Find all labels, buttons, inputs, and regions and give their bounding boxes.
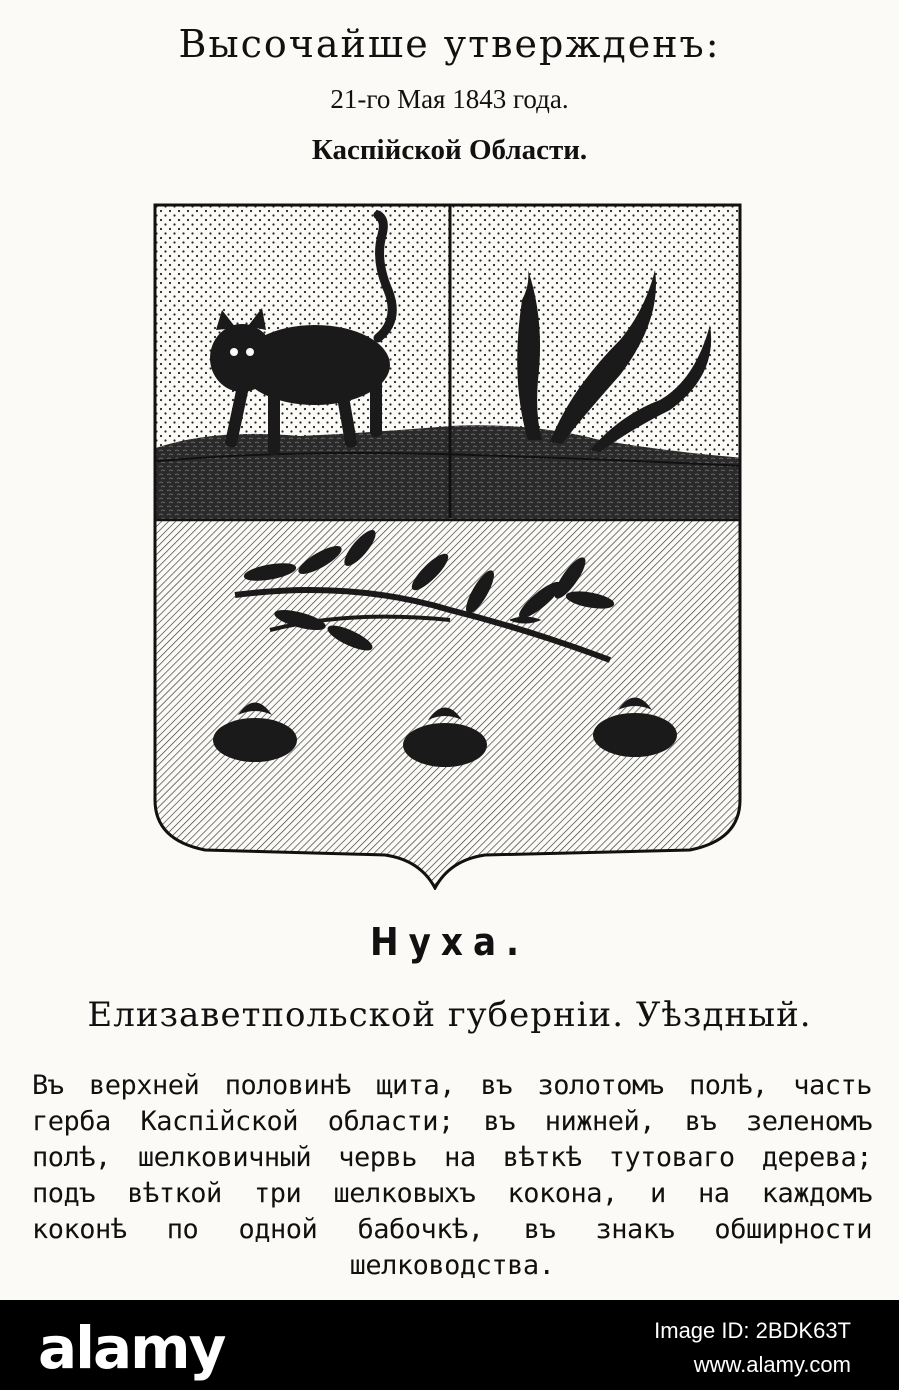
approval-heading: Высочайше утвержденъ: <box>178 22 721 66</box>
lower-field-green <box>150 520 745 890</box>
watermark-footer <box>0 1300 899 1390</box>
coat-of-arms <box>150 200 745 890</box>
description-line: шелководства. <box>349 1250 555 1281</box>
description-line: Въ верхней половинѣ щита, въ золотомъ полѣ, часть <box>32 1070 872 1101</box>
region-title: Каспiйской Области. <box>311 134 588 166</box>
description-line: герба Каспiйской области; въ нижней, въ зеленомъ <box>32 1106 872 1137</box>
image-id: Image ID: 2BDK63T <box>654 1318 851 1343</box>
province-subtitle: Елизаветпольской губернiи. Уѣздный. <box>87 995 812 1035</box>
description-line: подъ вѣткой три шелковыхъ кокона, и на каждомъ <box>32 1178 872 1209</box>
site-url: www.alamy.com <box>693 1352 851 1377</box>
description-line: коконѣ по одной бабочкѣ, въ знакъ обширности <box>32 1214 872 1245</box>
alamy-logo: alamy <box>38 1314 225 1382</box>
city-name: Нуха. <box>370 920 529 964</box>
approval-date: 21-го Мая 1843 года. <box>330 84 569 114</box>
blazon-description <box>32 1068 872 1284</box>
description-line: полѣ, шелковичный червь на вѣткѣ тутоваго дерева; <box>32 1142 872 1173</box>
